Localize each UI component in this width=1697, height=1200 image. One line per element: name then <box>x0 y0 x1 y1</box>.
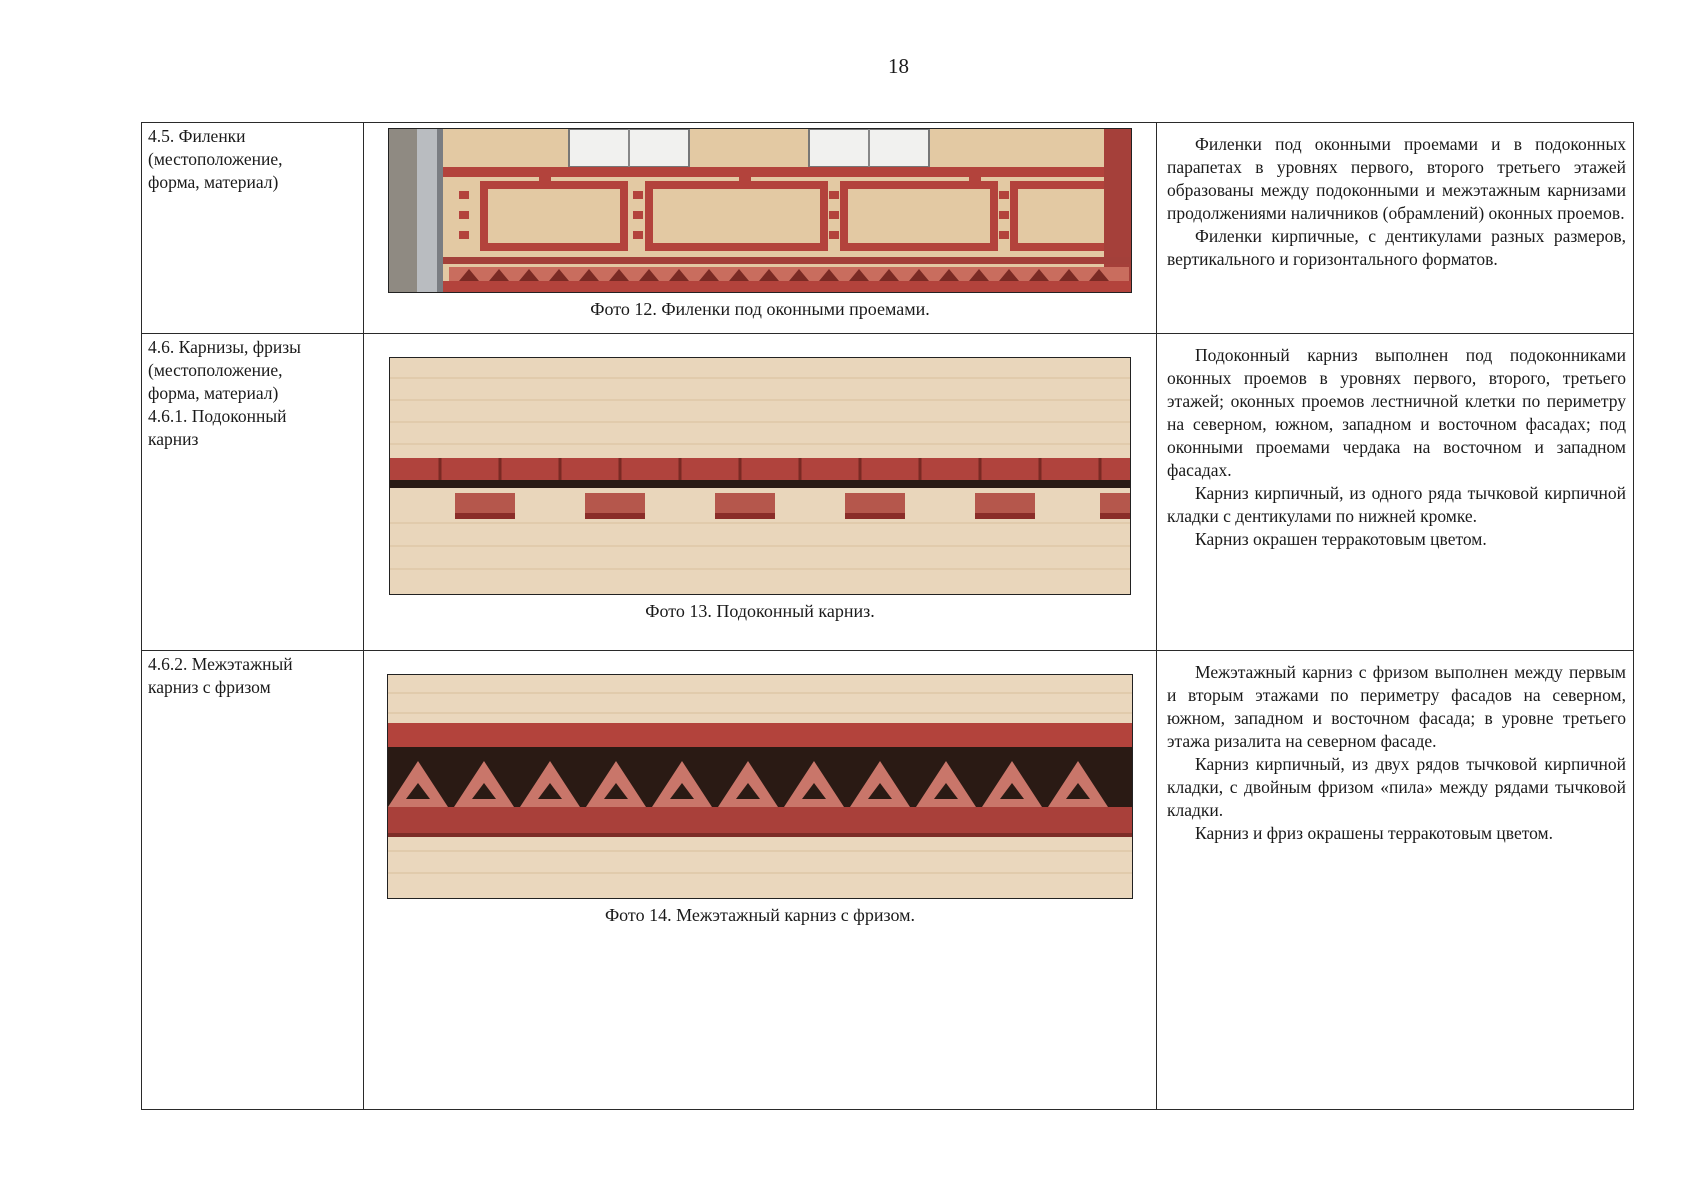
sill-cornice-photo <box>389 357 1131 595</box>
description-cell <box>1157 334 1634 651</box>
brick-panels-photo <box>388 128 1132 293</box>
row-label: 4.6. Карнизы, фризы (местоположение, форма, материал) 4.6.1. Подоконный карниз <box>142 334 364 651</box>
description-paragraph: Карниз кирпичный, из двух рядов тычковой кирпичной кладки, с двойным фризом «пила» между рядами тычковой кладки. <box>1167 754 1626 820</box>
photo-cell <box>364 334 1157 651</box>
photo-cell <box>364 651 1157 1110</box>
row-label: 4.6.2. Межэтажный карниз с фризом <box>142 651 364 1110</box>
photo-caption: Фото 13. Подоконный карниз. <box>645 601 875 621</box>
photo-cell <box>364 123 1157 334</box>
page-number: 18 <box>888 54 909 78</box>
photo-caption: Фото 12. Филенки под оконными проемами. <box>590 299 930 319</box>
table-row <box>142 651 1634 1110</box>
description-table <box>141 122 1634 1110</box>
photo-caption: Фото 14. Межэтажный карниз с фризом. <box>604 905 916 925</box>
description-paragraph: Филенки под оконными проемами и в подоконных парапетах в уровнях первого, второго третьего этажей образованы между подоконными и межэтажным карнизами продолжениями наличников (обрамлений) оконных проемов. <box>1167 134 1626 223</box>
description-paragraph: Карниз и фриз окрашены терракотовым цветом. <box>1195 823 1553 843</box>
description-cell <box>1157 123 1634 334</box>
description-paragraph: Подоконный карниз выполнен под подоконниками оконных проемов в уровнях первого, второго, третьего этажей; оконных проемов лестничной клетки по периметру на северном, южном, западном и восточном фасадах; под оконными проемами чердака на восточном и западном фасадах. <box>1167 345 1626 480</box>
description-paragraph: Межэтажный карниз с фризом выполнен между первым и вторым этажами по периметру фасадов на северном, южном, западном и восточном фасада; в уровне третьего этажа ризалита на северном фасаде. <box>1167 662 1626 751</box>
description-paragraph: Карниз окрашен терракотовым цветом. <box>1195 529 1487 549</box>
interfloor-cornice-photo <box>387 674 1133 899</box>
table-row <box>142 334 1634 651</box>
description-paragraph: Карниз кирпичный, из одного ряда тычковой кирпичной кладки с дентикулами по нижней кромке. <box>1167 483 1626 526</box>
table-row <box>142 123 1634 334</box>
description-paragraph: Филенки кирпичные, с дентикулами разных размеров, вертикального и горизонтального форматов. <box>1167 226 1626 269</box>
description-cell <box>1157 651 1634 1110</box>
row-label: 4.5. Филенки (местоположение, форма, материал) <box>142 123 364 334</box>
